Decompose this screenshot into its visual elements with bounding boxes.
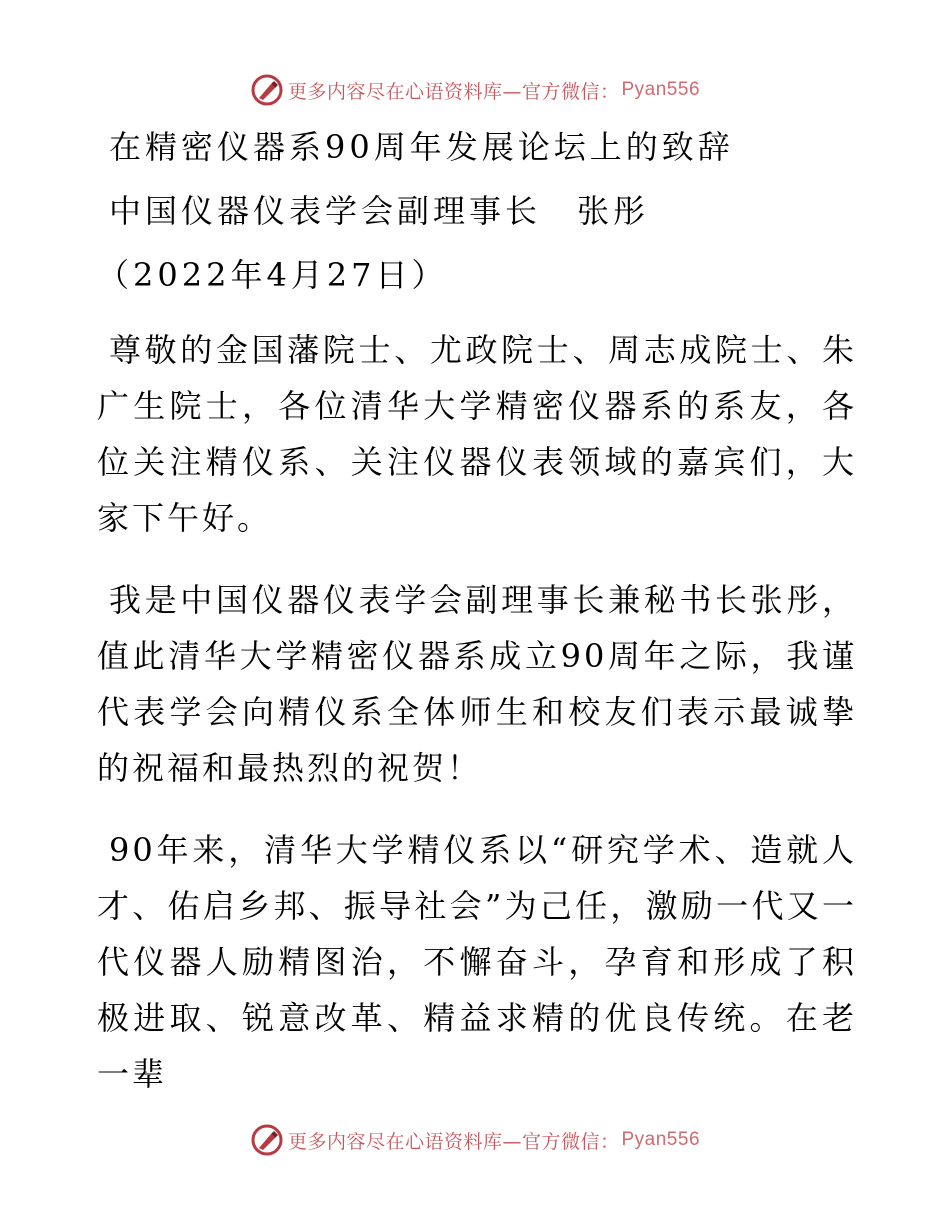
document-title: 在精密仪器系90周年发展论坛上的致辞 (109, 128, 734, 166)
date-line: （2022年4月27日） (97, 256, 448, 294)
paragraph-congratulations: 我是中国仪器仪表学会副理事长兼秘书长张彤，值此清华大学精密仪器系成立90周年之际，我谨代表学会向精仪系全体师生和校友们表示最诚挚的祝福和最热烈的祝贺！ (97, 581, 857, 787)
watermark-wechat-id: Pyan556 (621, 79, 701, 100)
paragraph-greeting: 尊敬的金国藩院士、尤政院士、周志成院士、朱广生院士，各位清华大学精密仪器系的系友，各位关注精仪系、关注仪器仪表领域的嘉宾们，大家下午好。 (97, 331, 857, 537)
document-body (97, 118, 857, 1102)
watermark-text: 更多内容尽在心语资料库—官方微信： (287, 80, 620, 103)
pen-nib-circle-icon (250, 1123, 284, 1157)
paragraph-history: 90年来，清华大学精仪系以“研究学术、造就人才、佑启乡邦、振导社会”为己任，激励一代又一代仪器人励精图治，不懈奋斗，孕育和形成了积极进取、锐意改革、精益求精的优良传统。在老一辈 (97, 831, 857, 1093)
watermark-footer (0, 1120, 950, 1160)
watermark-text: 更多内容尽在心语资料库—官方微信： (287, 1130, 620, 1153)
watermark-wechat-id: Pyan556 (621, 1129, 701, 1150)
watermark-header (0, 70, 950, 110)
pen-nib-circle-icon (250, 73, 284, 107)
speaker-line: 中国仪器仪表学会副理事长 张彤 (109, 192, 650, 230)
